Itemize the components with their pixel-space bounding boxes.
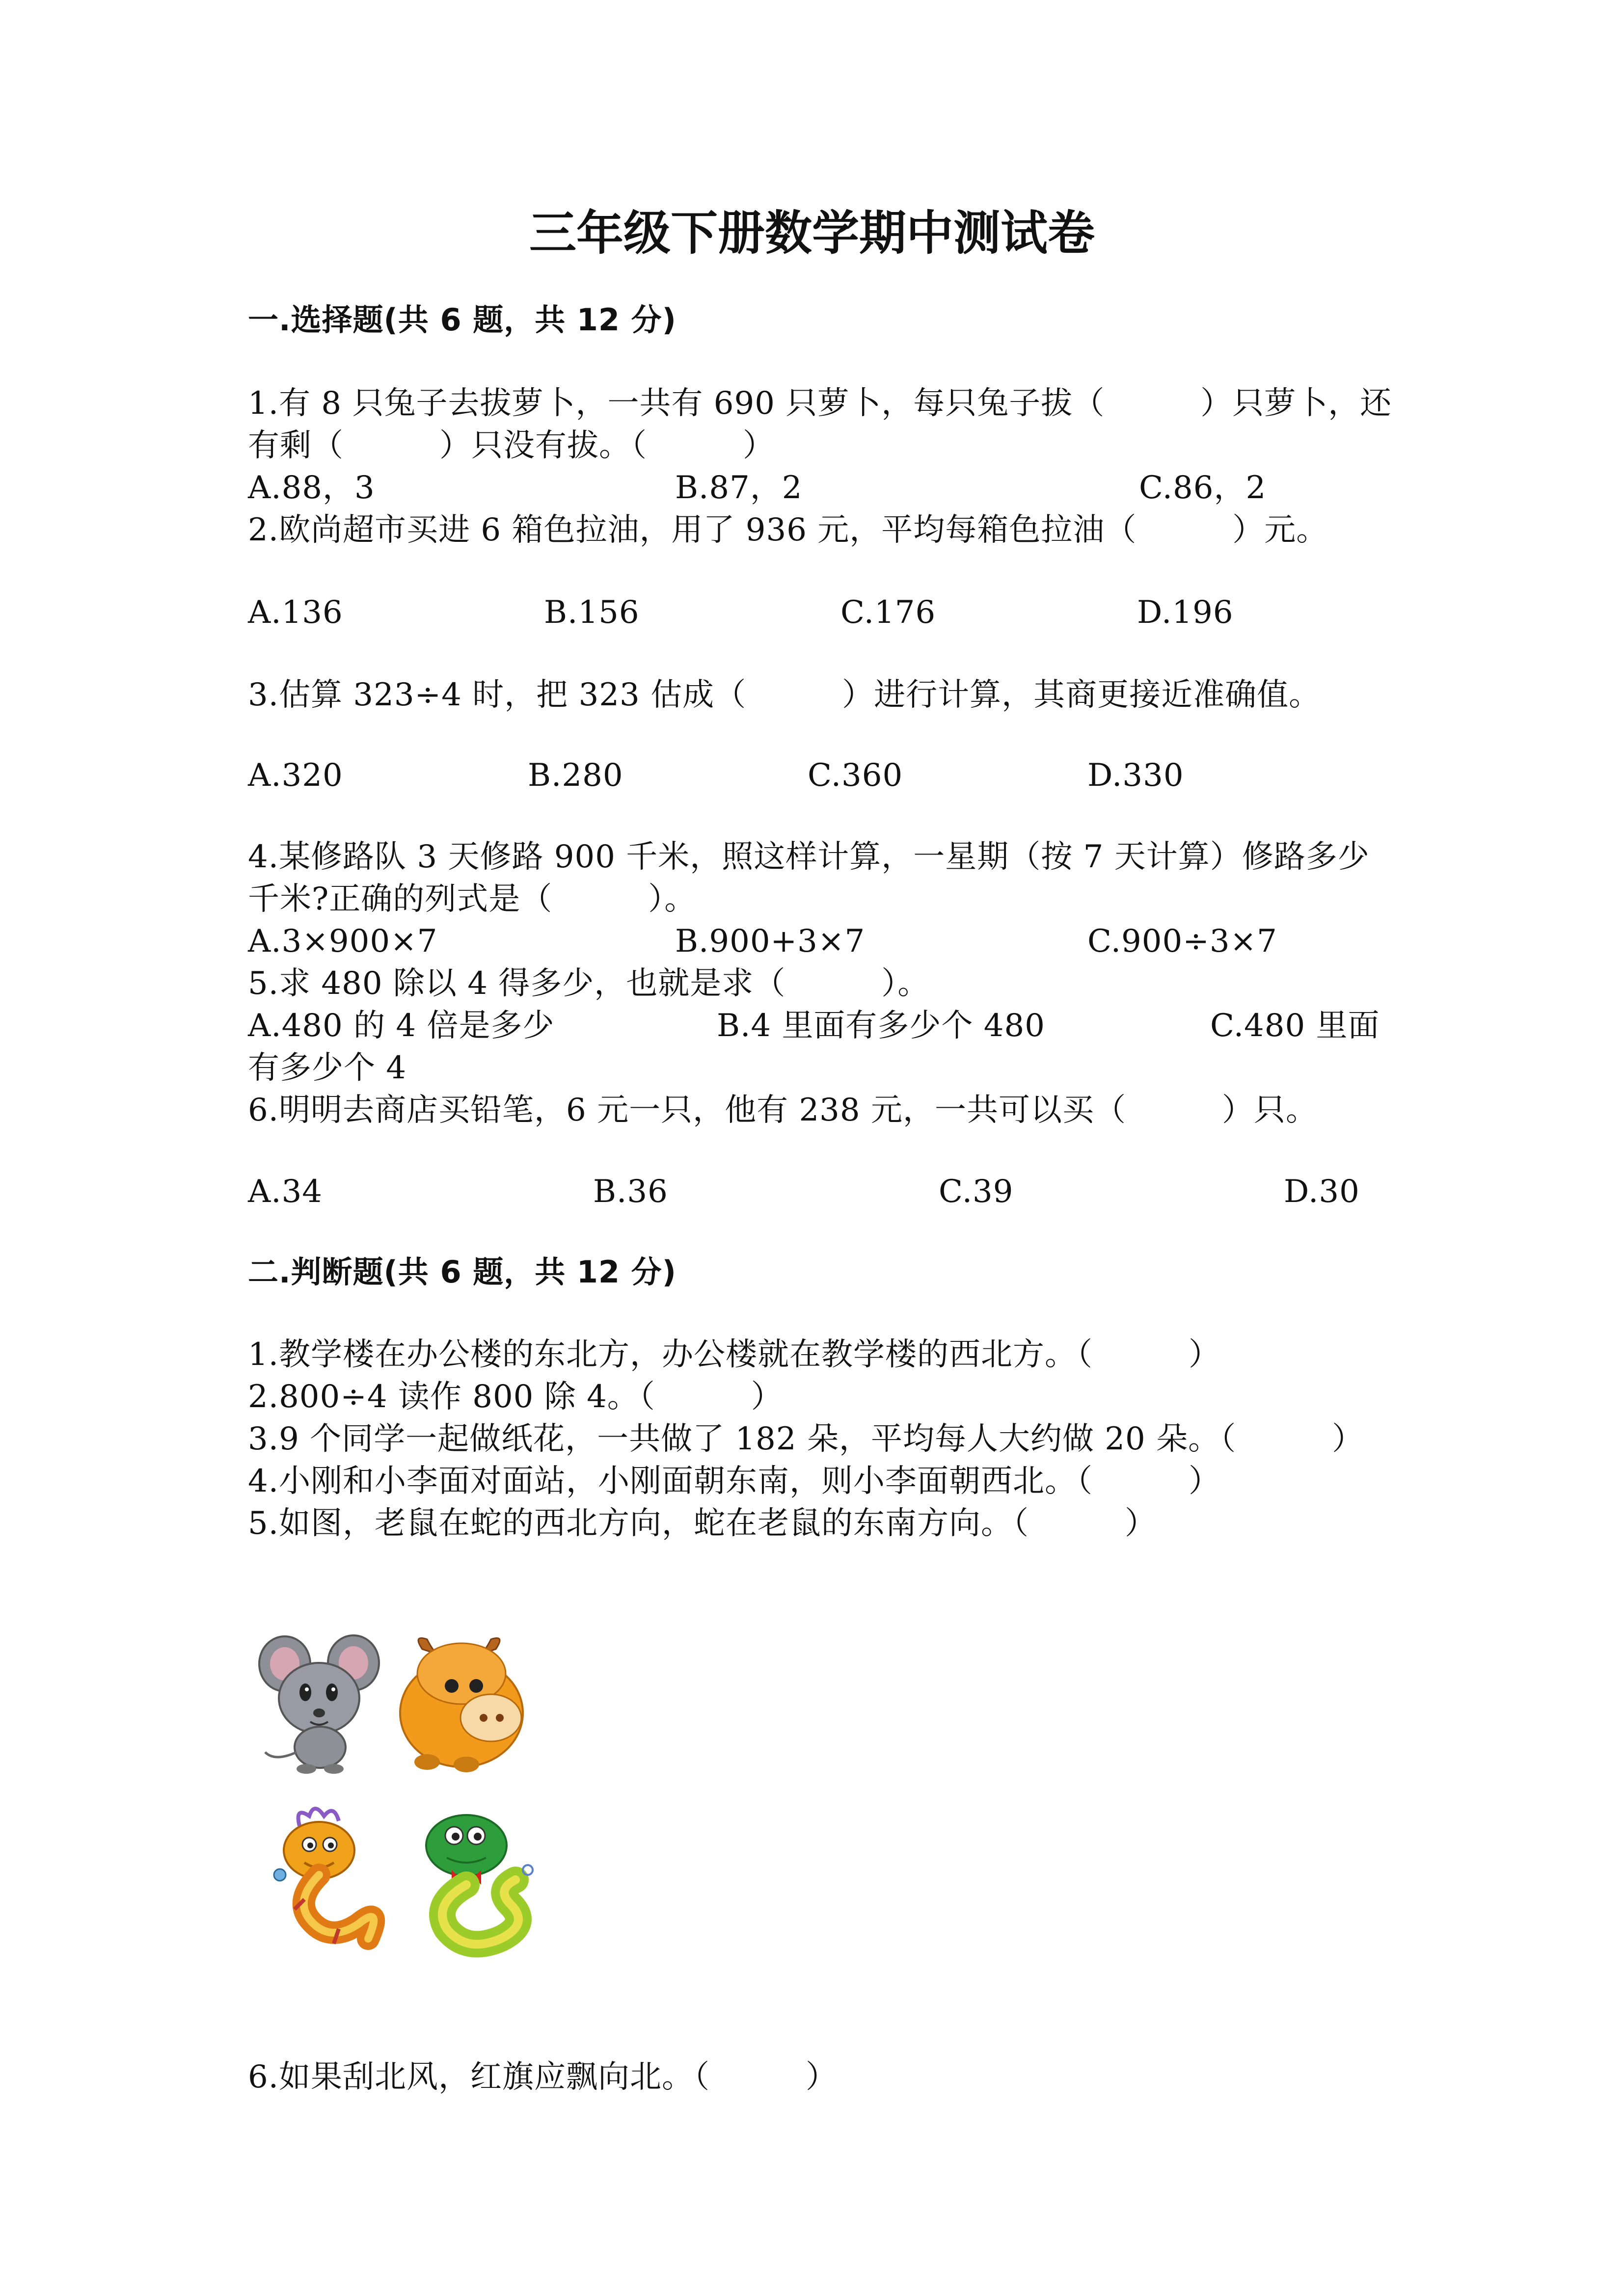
judgment-item-2: 2.800÷4 读作 800 除 4。（ ）: [248, 1379, 783, 1415]
judgment-item-5: 5.如图，老鼠在蛇的西北方向，蛇在老鼠的东南方向。（ ）: [248, 1505, 1157, 1542]
question-2-line-1: 2.欧尚超市买进 6 箱色拉油，用了 936 元，平均每箱色拉油（ ）元。: [248, 512, 1328, 548]
question-6-line-1: 6.明明去商店买铅笔，6 元一只，他有 238 元，一共可以买（ ）只。: [248, 1092, 1318, 1128]
question-3-option-c: C.360: [808, 757, 903, 794]
question-3-option-a: A.320: [248, 757, 343, 794]
judgment-item-1: 1.教学楼在办公楼的东北方，办公楼就在教学楼的西北方。（ ）: [248, 1336, 1221, 1373]
judgment-item-6: 6.如果刮北风，红旗应飘向北。（ ）: [248, 2059, 838, 2095]
question-6-option-c: C.39: [939, 1174, 1014, 1210]
question-2-option-a: A.136: [248, 594, 343, 631]
question-2-option-b: B.156: [544, 594, 640, 631]
mouse-icon: [255, 1629, 388, 1777]
question-1-line-1: 1.有 8 只兔子去拔萝卜，一共有 690 只萝卜，每只兔子拔（ ）只萝卜，还: [248, 385, 1392, 422]
question-1-option-b: B.87，2: [675, 470, 803, 506]
page-title: 三年级下册数学期中测试卷: [529, 205, 1095, 261]
question-1-option-c: C.86，2: [1139, 470, 1267, 506]
question-2-option-c: C.176: [840, 594, 936, 631]
question-4-line-2: 千米?正确的列式是（ ）。: [248, 881, 697, 917]
dragon-icon: [265, 1801, 393, 1958]
question-6-option-b: B.36: [593, 1174, 668, 1210]
question-3-option-b: B.280: [528, 757, 623, 794]
question-4-line-1: 4.某修路队 3 天修路 900 千米，照这样计算，一星期（按 7 天计算）修路多少: [248, 839, 1370, 875]
question-3-line-1: 3.估算 323÷4 时，把 323 估成（ ）进行计算，其商更接近准确值。: [248, 677, 1321, 713]
snake-icon: [412, 1806, 550, 1958]
section-heading-judgment: 二.判断题(共 6 题，共 12 分): [248, 1254, 677, 1290]
judgment-item-3: 3.9 个同学一起做纸花，一共做了 182 朵，平均每人大约做 20 朵。（ ）: [248, 1421, 1364, 1457]
question-6-option-d: D.30: [1284, 1174, 1360, 1210]
question-6-option-a: A.34: [248, 1174, 323, 1210]
question-2-option-d: D.196: [1137, 594, 1234, 631]
question-3-option-d: D.330: [1087, 757, 1184, 794]
judgment-item-4: 4.小刚和小李面对面站，小刚面朝东南，则小李面朝西北。（ ）: [248, 1463, 1221, 1499]
ox-icon: [393, 1629, 540, 1777]
question-5-line-1: 5.求 480 除以 4 得多少，也就是求（ ）。: [248, 965, 930, 1002]
question-5-option-a: A.480 的 4 倍是多少: [248, 1008, 555, 1044]
question-1-line-2: 有剩（ ）只没有拔。（ ）: [248, 427, 775, 464]
question-1-option-a: A.88，3: [248, 470, 375, 506]
question-5-option-c: C.480 里面: [1210, 1008, 1380, 1044]
question-5-option-b: B.4 里面有多少个 480: [717, 1008, 1045, 1044]
question-4-option-c: C.900÷3×7: [1087, 923, 1277, 960]
question-5-line-3: 有多少个 4: [248, 1050, 407, 1086]
question-4-option-b: B.900+3×7: [675, 923, 866, 960]
question-4-option-a: A.3×900×7: [248, 923, 438, 960]
section-heading-choice: 一.选择题(共 6 题，共 12 分): [248, 302, 677, 338]
